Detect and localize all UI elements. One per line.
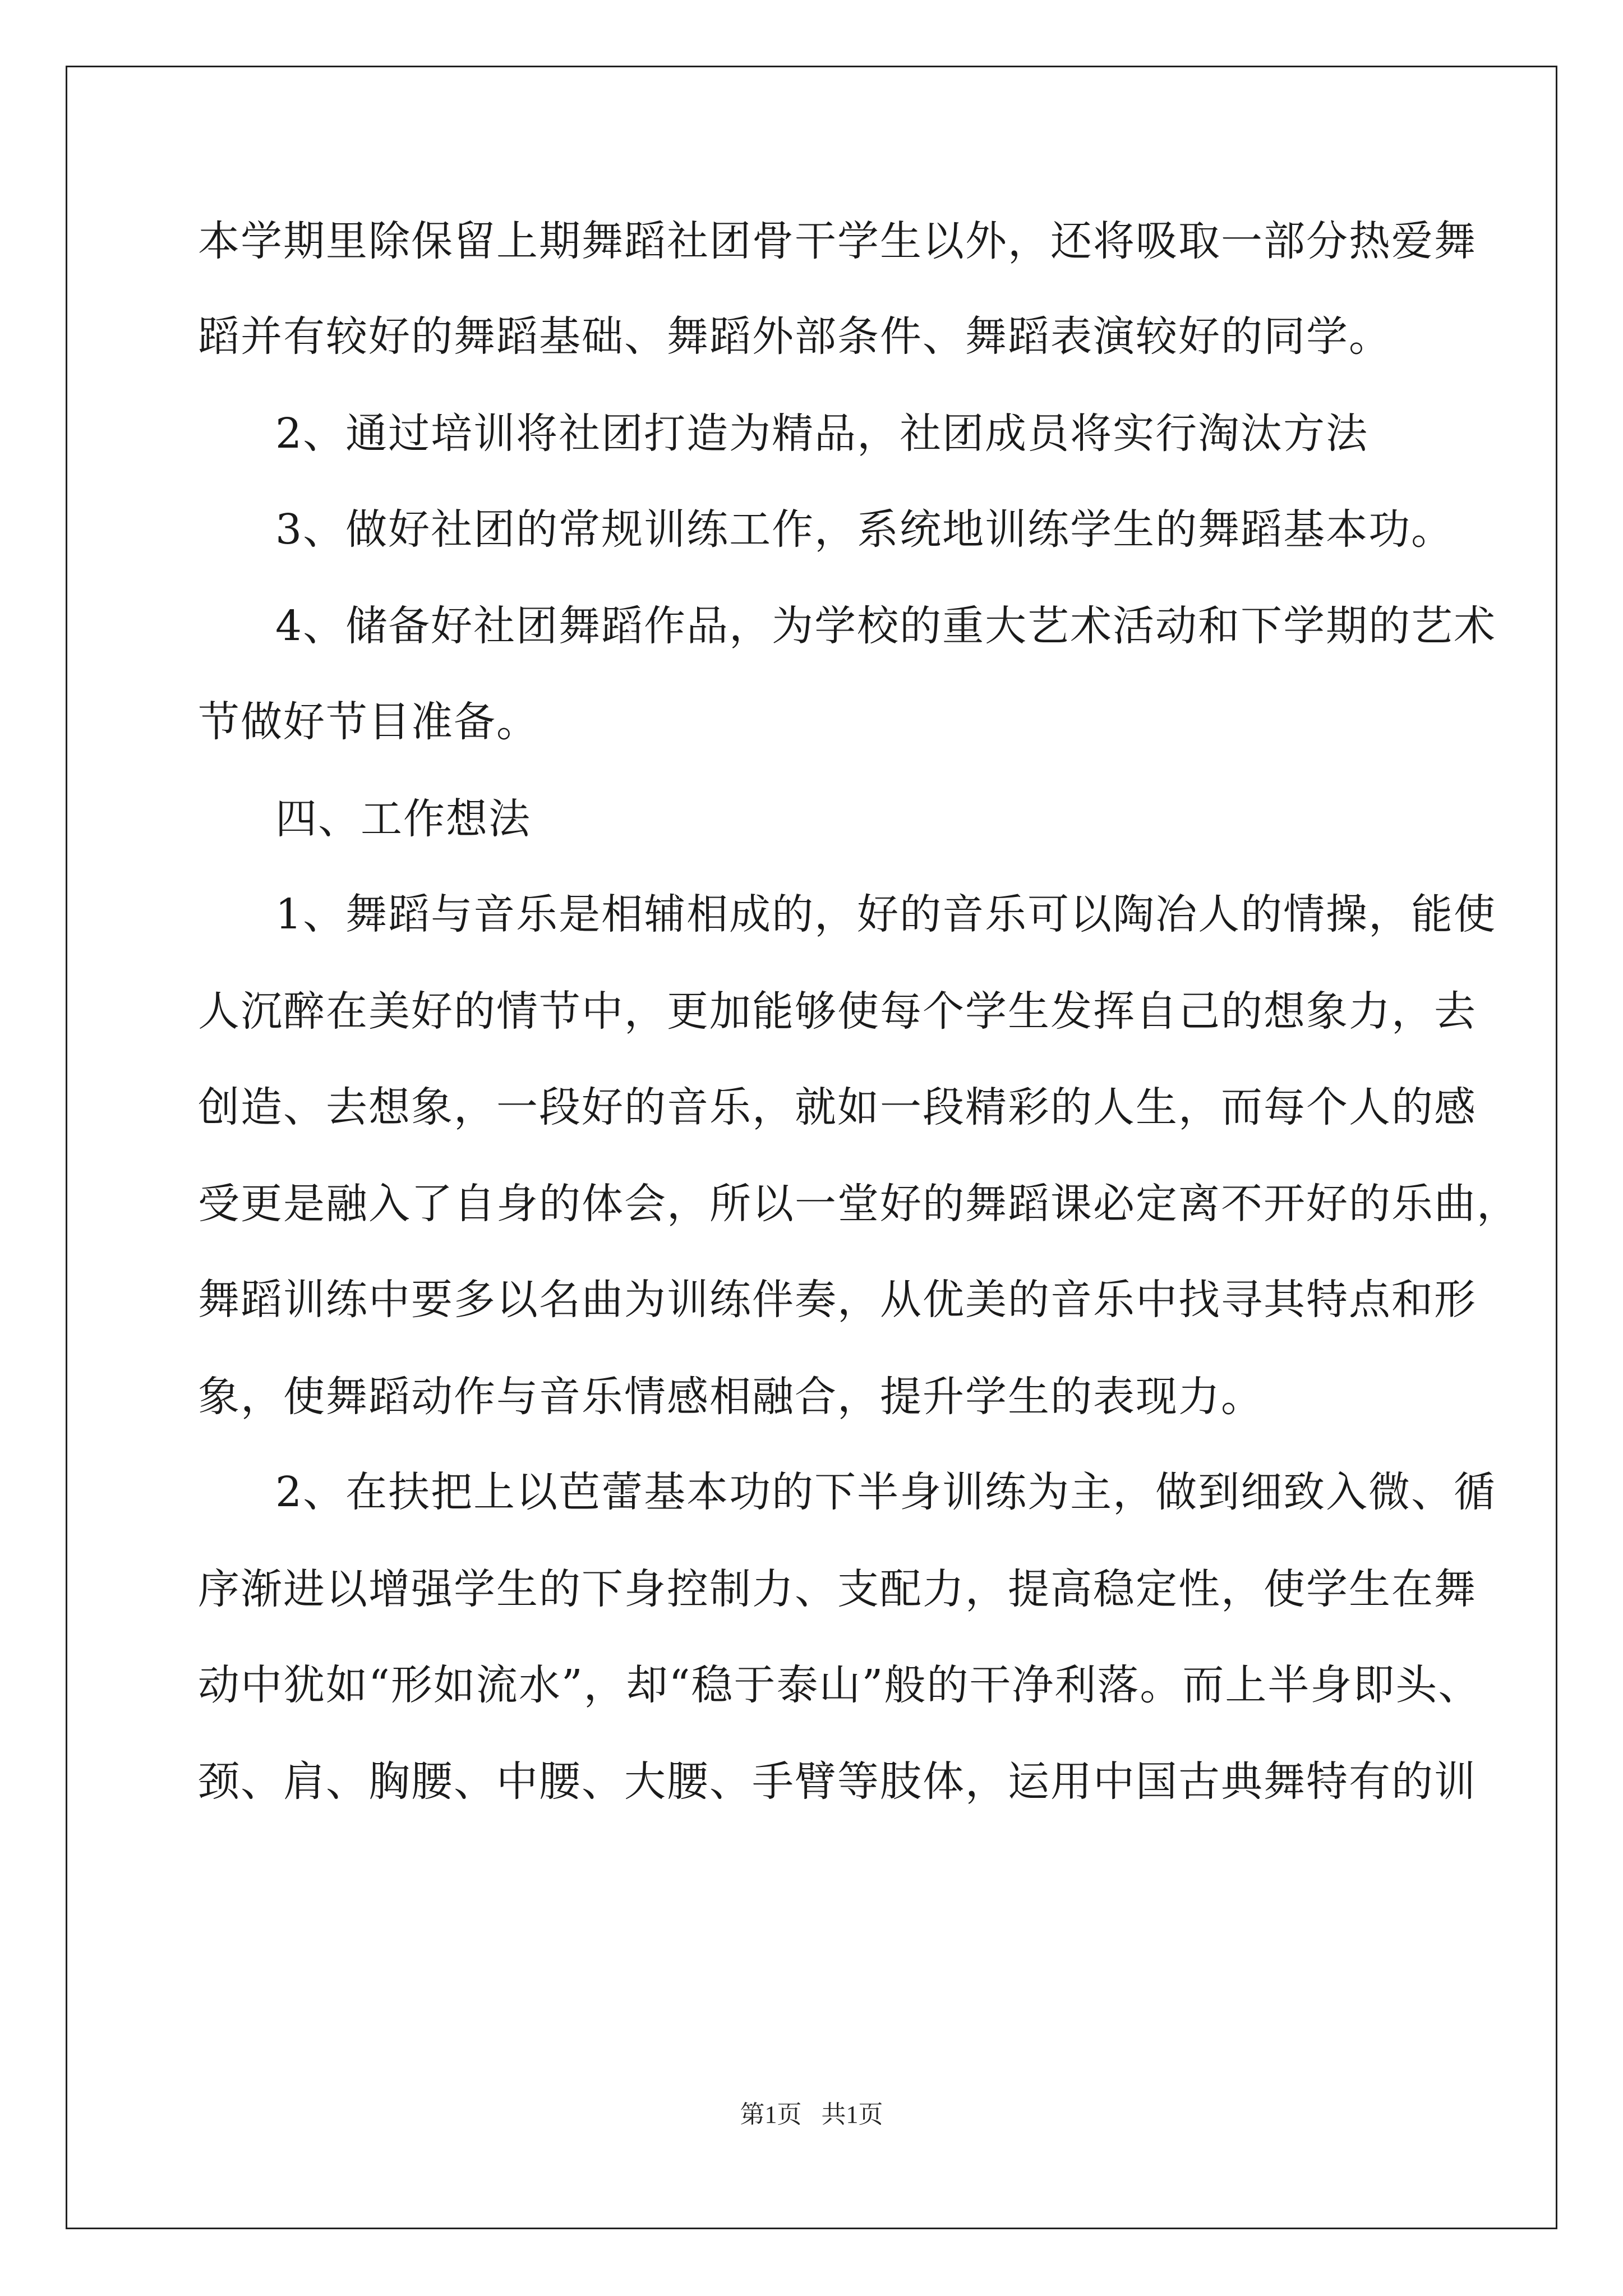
text-line: 蹈并有较好的舞蹈基础、舞蹈外部条件、舞蹈表演较好的同学。 xyxy=(198,312,1391,361)
text-line: 舞蹈训练中要多以名曲为训练伴奏，从优美的音乐中找寻其特点和形 xyxy=(198,1276,1477,1324)
text-line: 节做好节目准备。 xyxy=(198,698,539,746)
page-footer xyxy=(0,2098,1623,2132)
text-line: 象，使舞蹈动作与音乐情感相融合，提升学生的表现力。 xyxy=(198,1373,1264,1421)
page-border xyxy=(66,66,1557,2229)
text-line: 本学期里除保留上期舞蹈社团骨干学生以外，还将吸取一部分热爱舞 xyxy=(198,217,1477,265)
text-line: 1、舞蹈与音乐是相辅相成的，好的音乐可以陶冶人的情操，能使 xyxy=(275,890,1497,938)
text-line: 颈、肩、胸腰、中腰、大腰、手臂等肢体，运用中国古典舞特有的训 xyxy=(198,1757,1477,1806)
text-line: 2、在扶把上以芭蕾基本功的下半身训练为主，做到细致入微、循 xyxy=(275,1468,1497,1516)
text-line: 4、储备好社团舞蹈作品，为学校的重大艺术活动和下学期的艺术 xyxy=(275,602,1497,650)
text-line: 序渐进以增强学生的下身控制力、支配力，提高稳定性，使学生在舞 xyxy=(198,1565,1477,1613)
page-number: 第1页 xyxy=(740,2101,802,2128)
text-line: 2、通过培训将社团打造为精品，社团成员将实行淘汰方法 xyxy=(275,409,1369,458)
page-total: 共1页 xyxy=(821,2101,883,2128)
text-line: 动中犹如“形如流水”，却“稳于泰山”般的干净利落。而上半身即头、 xyxy=(198,1661,1481,1709)
text-line: 人沉醉在美好的情节中，更加能够使每个学生发挥自己的想象力，去 xyxy=(198,987,1477,1036)
text-line: 3、做好社团的常规训练工作，系统地训练学生的舞蹈基本功。 xyxy=(275,505,1454,554)
section-heading: 四、工作想法 xyxy=(275,795,531,843)
text-line: 创造、去想象，一段好的音乐，就如一段精彩的人生，而每个人的感 xyxy=(198,1083,1477,1131)
text-line: 受更是融入了自身的体会，所以一堂好的舞蹈课必定离不开好的乐曲， xyxy=(198,1180,1519,1228)
